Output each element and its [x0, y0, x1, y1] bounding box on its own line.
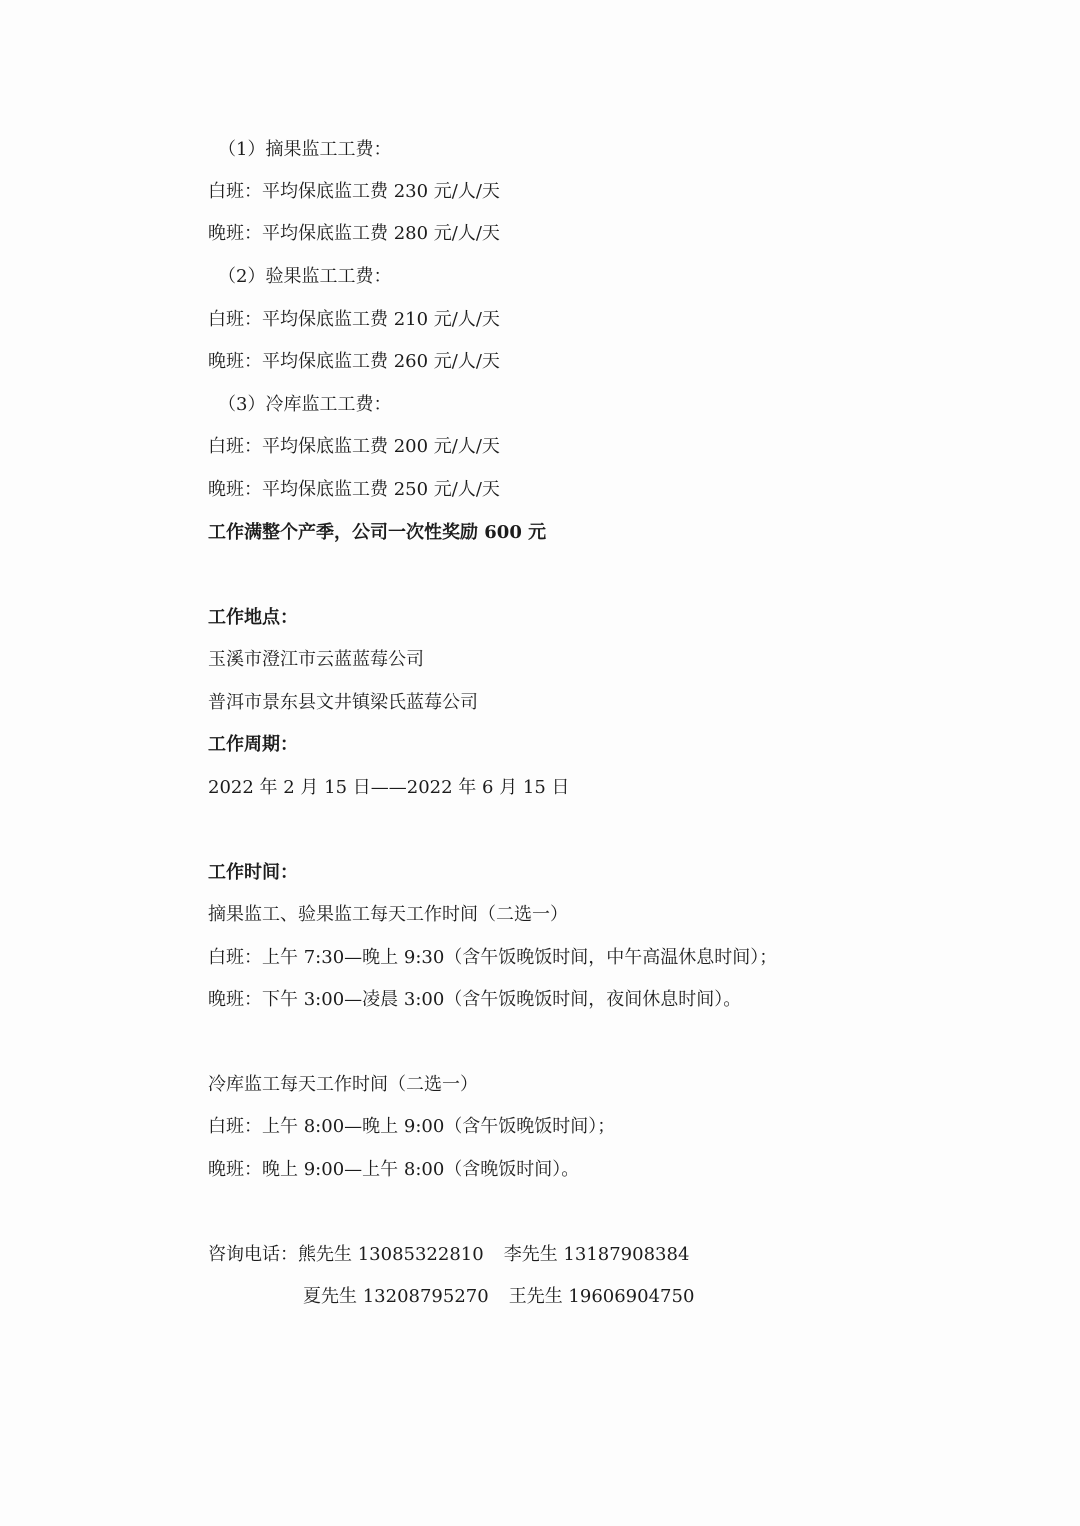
inspect-fee-night: 晚班：平均保底监工费 260 元/人/天	[208, 351, 500, 372]
contact-xia: 夏先生 13208795270	[303, 1286, 489, 1307]
cold-fee-day: 白班：平均保底监工费 200 元/人/天	[208, 436, 500, 457]
inspect-fee-heading: （2）验果监工工费：	[218, 266, 392, 287]
contact-wang: 王先生 19606904750	[508, 1286, 695, 1307]
pick-inspect-night-hours: 晚班：下午 3:00—凌晨 3:00（含午饭晚饭时间，夜间休息时间）。	[208, 989, 742, 1010]
location-1: 玉溪市澄江市云蓝蓝莓公司	[208, 649, 424, 670]
pick-fee-heading: （1）摘果监工工费：	[218, 139, 392, 160]
cold-day-hours: 白班：上午 8:00—晚上 9:00（含午饭晚饭时间）；	[208, 1116, 616, 1137]
period-heading: 工作周期：	[208, 734, 298, 755]
inspect-fee-day: 白班：平均保底监工费 210 元/人/天	[208, 309, 500, 330]
hours-heading: 工作时间：	[208, 862, 298, 883]
pick-fee-day: 白班：平均保底监工费 230 元/人/天	[208, 181, 500, 202]
contact-label: 咨询电话：	[208, 1244, 298, 1265]
cold-night-hours: 晚班：晚上 9:00—上午 8:00（含晚饭时间）。	[208, 1159, 580, 1180]
pick-fee-night: 晚班：平均保底监工费 280 元/人/天	[208, 223, 500, 244]
contact-row-2	[303, 1285, 694, 1309]
contact-li: 李先生 13187908384	[503, 1244, 690, 1265]
contact-row-1	[208, 1243, 689, 1267]
location-heading: 工作地点：	[208, 607, 298, 628]
cold-fee-heading: （3）冷库监工工费：	[218, 394, 392, 415]
cold-fee-night: 晚班：平均保底监工费 250 元/人/天	[208, 479, 500, 500]
season-bonus: 工作满整个产季，公司一次性奖励 600 元	[208, 522, 547, 543]
location-2: 普洱市景东县文井镇梁氏蓝莓公司	[208, 692, 478, 713]
contact-xiong: 熊先生 13085322810	[298, 1244, 484, 1265]
cold-hours-title: 冷库监工每天工作时间（二选一）	[208, 1074, 478, 1095]
pick-inspect-day-hours: 白班：上午 7:30—晚上 9:30（含午饭晚饭时间，中午高温休息时间）；	[208, 947, 778, 968]
period-range: 2022 年 2 月 15 日——2022 年 6 月 15 日	[208, 777, 570, 798]
pick-inspect-hours-title: 摘果监工、验果监工每天工作时间（二选一）	[208, 904, 568, 925]
